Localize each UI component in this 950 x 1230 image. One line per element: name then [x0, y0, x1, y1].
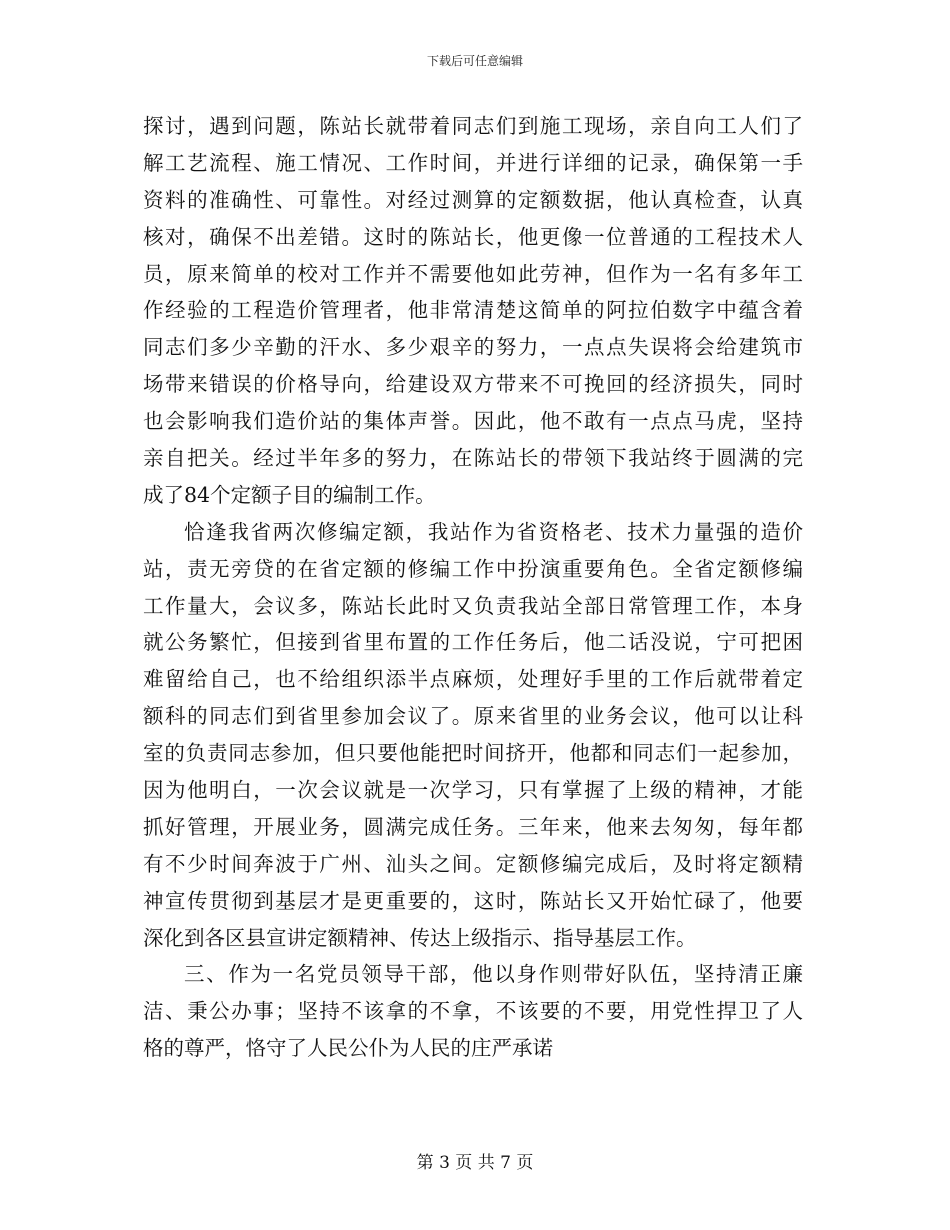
- text-line: 神宣传贯彻到基层才是更重要的，这时，陈站长又开始忙碌了，他要: [143, 888, 803, 913]
- text-line: 格的尊严，恪守了人民公仆为人民的庄严承诺: [143, 1036, 553, 1061]
- paragraph-2: [143, 514, 803, 957]
- text-line: 资料的准确性、可靠性。对经过测算的定额数据，他认真检查，认真: [143, 187, 803, 212]
- text-line: 就公务繁忙，但接到省里布置的工作任务后，他二话没说，宁可把困: [143, 630, 803, 655]
- text-line: 三、作为一名党员领导干部，他以身作则带好队伍，坚持清正廉: [184, 962, 803, 987]
- text-line: 站，责无旁贷的在省定额的修编工作中扮演重要角色。全省定额修编: [143, 556, 803, 581]
- text-line: 同志们多少辛勤的汗水、多少艰辛的努力，一点点失误将会给建筑市: [143, 335, 803, 360]
- text-line: 成了84个定额子目的编制工作。: [143, 482, 436, 507]
- text-line: 深化到各区县宣讲定额精神、传达上级指示、指导基层工作。: [143, 925, 697, 950]
- text-line: 额科的同志们到省里参加会议了。原来省里的业务会议，他可以让科: [143, 704, 803, 729]
- text-line: 场带来错误的价格导向，给建设双方带来不可挽回的经济损失，同时: [143, 372, 803, 397]
- text-line: 有不少时间奔波于广州、汕头之间。定额修编完成后，及时将定额精: [143, 851, 803, 876]
- text-line: 难留给自己，也不给组织添半点麻烦，处理好手里的工作后就带着定: [143, 667, 803, 692]
- text-line: 因为他明白，一次会议就是一次学习，只有掌握了上级的精神，才能: [143, 778, 803, 803]
- text-line: 作经验的工程造价管理者，他非常清楚这简单的阿拉伯数字中蕴含着: [143, 298, 803, 323]
- text-line: 核对，确保不出差错。这时的陈站长，他更像一位普通的工程技术人: [143, 224, 803, 249]
- paragraph-1: [143, 108, 803, 514]
- document-body: [143, 108, 803, 1067]
- text-line: 解工艺流程、施工情况、工作时间，并进行详细的记录，确保第一手: [143, 150, 803, 175]
- page-footer: 第 3 页 共 7 页: [416, 1153, 534, 1173]
- text-line: 室的负责同志参加，但只要他能把时间挤开，他都和同志们一起参加，: [143, 741, 803, 766]
- paragraph-3: [143, 956, 803, 1067]
- text-line: 也会影响我们造价站的集体声誉。因此，他不敢有一点点马虎，坚持: [143, 409, 803, 434]
- text-line: 抓好管理，开展业务，圆满完成任务。三年来，他来去匆匆，每年都: [143, 814, 803, 839]
- page-header: 下载后可任意编辑: [426, 54, 523, 68]
- text-line: 探讨，遇到问题，陈站长就带着同志们到施工现场，亲自向工人们了: [143, 114, 803, 138]
- text-line: 恰逢我省两次修编定额，我站作为省资格老、技术力量强的造价: [184, 519, 803, 544]
- text-line: 洁、秉公办事；坚持不该拿的不拿，不该要的不要，用党性捍卫了人: [143, 999, 803, 1024]
- text-line: 亲自把关。经过半年多的努力，在陈站长的带领下我站终于圆满的完: [143, 446, 803, 471]
- text-line: 员，原来简单的校对工作并不需要他如此劳神，但作为一名有多年工: [143, 261, 803, 286]
- text-line: 工作量大，会议多，陈站长此时又负责我站全部日常管理工作，本身: [143, 593, 803, 618]
